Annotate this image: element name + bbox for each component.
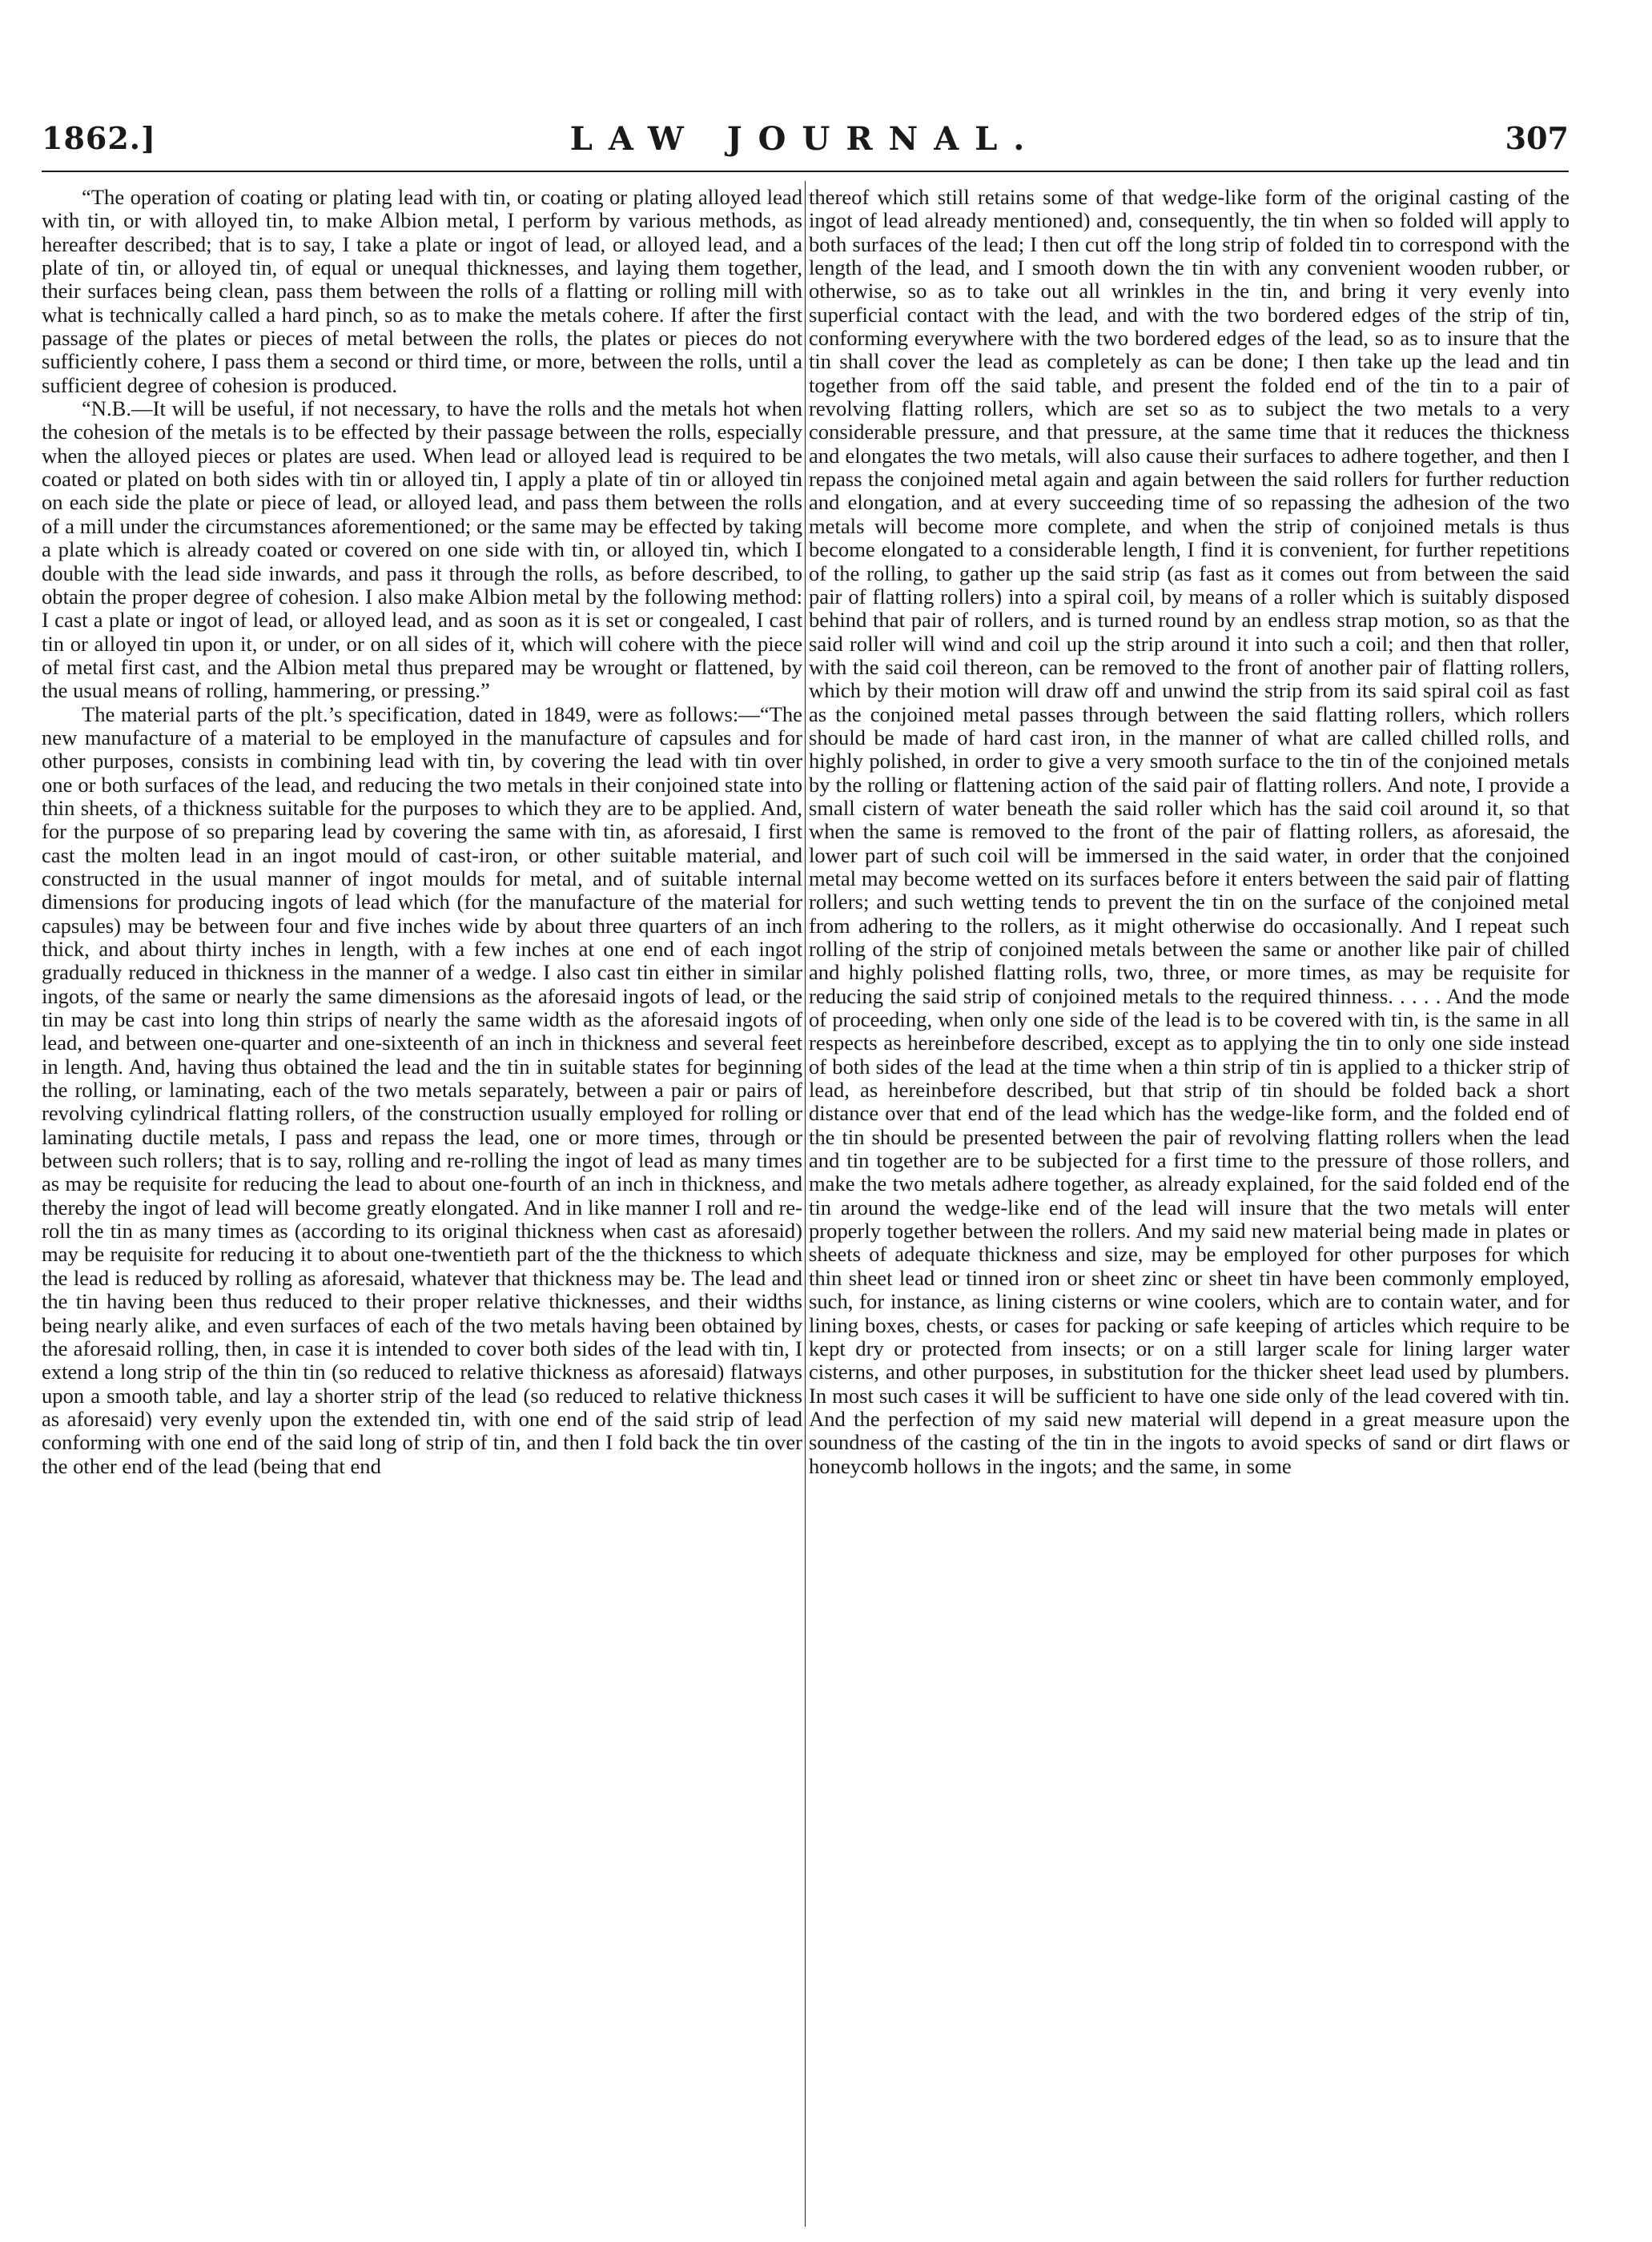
header-rule	[42, 171, 1569, 172]
paragraph: thereof which still retains some of that wedge-like form of the original casting of the ingot of lead already mentioned) and, consequently, the tin when so folded will apply to both surfaces of the lead; I then cut off the long strip of folded tin to correspond with the length of the lead, and I smooth down the tin with any convenient wooden rubber, or otherwise, so as to take out all wrinkles in the tin, and bring it very evenly into superficial contact with the lead, and with the two bordered edges of the strip of tin, conforming everywhere with the two bordered edges of the lead, so as to insure that the tin shall cover the lead as completely as can be done; I then take up the lead and tin together from off the said table, and present the folded end of the tin to a pair of revolving flatting rollers, which are set so as to subject the two metals to a very considerable pressure, and that pressure, at the same time that it reduces the thickness and elongates the two metals, will also cause their surfaces to adhere together, and then I repass the conjoined metal again and again between the said rollers for further reduction and elongation, and at every succeeding time of so repassing the adhesion of the two metals will become more complete, and when the strip of conjoined metals is thus become elongated to a considerable length, I find it is convenient, for further repetitions of the rolling, to gather up the said strip (as fast as it comes out from between the said pair of flatting rollers) into a spiral coil, by means of a roller which is suitably disposed behind that pair of rollers, and is turned round by an endless strap motion, so as that the said roller will wind and coil up the strip around it into such a coil; and then that roller, with the said coil thereon, can be removed to the front of another pair of flatting rollers, which by their motion will draw off and unwind the strip from its said spiral coil as fast as the conjoined metal passes through between the said flatting rollers, which rollers should be made of hard cast iron, in the manner of what are called chilled rolls, and highly polished, in order to give a very smooth surface to the tin of the conjoined metals by the rolling or flattening action of the said pair of flatting rollers. And note, I provide a small cistern of water beneath the said roller which has the said coil around it, so that when the same is removed to the front of the pair of flatting rollers, as aforesaid, the lower part of such coil will be immersed in the said water, in order that the conjoined metal may become wetted on its surfaces before it enters between the said pair of flatting rollers; and such wetting tends to prevent the tin on the surface of the conjoined metal from adhering to the rollers, as it might otherwise do occasionally. And I repeat such rolling of the strip of conjoined metals between the same or another like pair of chilled and highly polished flatting rolls, two, three, or more times, as may be requisite for reducing the said strip of conjoined metals to the required thinness. . . . . And the mode of proceeding, when only one side of the lead is to be covered with tin, is the same in all respects as hereinbefore described, except as to applying the tin to only one side instead of both sides of the lead at the time when a thin strip of tin is applied to a thicker strip of lead, as hereinbefore described, but that strip of tin should be folded back a short distance over that end of the lead which has the wedge-like form, and the folded end of the tin should be presented between the pair of revolving flatting rollers when the lead and tin together are to be subjected for a first time to the pressure of those rollers, and make the two metals adhere together, as already explained, for the said folded end of the tin around the wedge-like end of the lead will insure that the two metals will enter properly together between the rollers. And my said new material being made in plates or sheets of adequate thickness and size, may be employed for other purposes for which thin sheet lead or tinned iron or sheet zinc or sheet tin have been commonly employed, such, for instance, as lining cisterns or wine coolers, which are to contain water, and for lining boxes, chests, or cases for packing or safe keeping of articles which require to be kept dry or protected from insects; or on a still larger scale for lining larger water cisterns, and other purposes, in substitution for the thicker sheet lead used by plumbers. In most such cases it will be sufficient to have one side only of the lead covered with tin. And the perfection of my said new material will depend in a great measure upon the soundness of the casting of the tin in the ingots to avoid specks of sand or dirt flaws or honeycomb hollows in the ingots; and the same, in some	[809, 185, 1570, 1478]
running-title: LAW JOURNAL.	[569, 120, 1041, 158]
page-header	[42, 120, 1569, 168]
header-year: 1862.]	[42, 120, 156, 156]
paragraph: “The operation of coating or plating lead with tin, or coating or plating alloyed lead with tin, or with alloyed tin, to make Albion metal, I perform by various methods, as hereafter described; that is to say, I take a plate or ingot of lead, or alloyed lead, and a plate of tin, or alloyed tin, of equal or unequal thicknesses, and laying them together, their surfaces being clean, pass them between the rolls of a flatting or rolling mill with what is technically called a hard pinch, so as to make the metals cohere. If after the first passage of the plates or pieces of metal between the rolls, the plates or pieces do not sufficiently cohere, I pass them a second or third time, or more, between the rolls, until a sufficient degree of cohesion is produced.	[42, 185, 802, 397]
paragraph: The material parts of the plt.’s specification, dated in 1849, were as follows:—“The new manufacture of a material to be employed in the manufacture of capsules and for other purposes, consists in combining lead with tin, by covering the lead with tin over one or both surfaces of the lead, and reducing the two metals in their conjoined state into thin sheets, of a thickness suitable for the purposes to which they are to be applied. And, for the purpose of so preparing lead by covering the same with tin, as aforesaid, I first cast the molten lead in an ingot mould of cast-iron, or other suitable material, and constructed in the usual manner of ingot moulds for metal, and of suitable internal dimensions for producing ingots of lead which (for the manufacture of the material for capsules) may be between four and five inches wide by about three quarters of an inch thick, and about thirty inches in length, with a few inches at one end of each ingot gradually reduced in thickness in the manner of a wedge. I also cast tin either in similar ingots, of the same or nearly the same dimensions as the aforesaid ingots of lead, or the tin may be cast into long thin strips of nearly the same width as the aforesaid ingots of lead, and between one-quarter and one-sixteenth of an inch in thickness and several feet in length. And, having thus obtained the lead and the tin in suitable states for beginning the rolling, or laminating, each of the two metals separately, between a pair or pairs of revolving cylindrical flatting rollers, of the construction usually employed for rolling or laminating ductile metals, I pass and repass the lead, one or more times, through or between such rollers; that is to say, rolling and re-rolling the ingot of lead as many times as may be requisite for reducing the lead to about one-fourth of an inch in thickness, and thereby the ingot of lead will become greatly elongated. And in like manner I roll and re-roll the tin as many times as (according to its original thickness when cast as aforesaid) may be requisite for reducing it to about one-twentieth part of the the thickness to which the lead is reduced by rolling as aforesaid, whatever that thickness may be. The lead and the tin having been thus reduced to their proper relative thicknesses, and their widths being nearly alike, and even surfaces of each of the two metals having been obtained by the aforesaid rolling, then, in case it is intended to cover both sides of the lead with tin, I extend a long strip of the thin tin (so reduced to relative thickness as aforesaid) flatways upon a smooth table, and lay a shorter strip of the lead (so reduced to relative thickness as aforesaid) very evenly upon the extended tin, with one end of the said strip of lead conforming with one end of the said long of strip of tin, and then I fold back the tin over the other end of the lead (being that end	[42, 701, 802, 1478]
right-column	[809, 186, 1570, 1478]
paragraph: “N.B.—It will be useful, if not necessary, to have the rolls and the metals hot when the cohesion of the metals is to be effected by their passage between the rolls, especially when the alloyed pieces or plates are used. When lead or alloyed lead is required to be coated or plated on both sides with tin or alloyed tin, I apply a plate of tin or alloyed tin on each side the plate or piece of lead, or alloyed lead, and pass them between the rolls of a mill under the circumstances aforementioned; or the same may be effected by taking a plate which is already coated or covered on one side with tin, or alloyed tin, which I double with the lead side inwards, and pass it through the rolls, as before described, to obtain the proper degree of cohesion. I also make Albion metal by the following method: I cast a plate or ingot of lead, or alloyed lead, and as soon as it is set or congealed, I cast tin or alloyed tin upon it, or under, or on all sides of it, which will cohere with the piece of metal first cast, and the Albion metal thus prepared may be wrought or flattened, by the usual means of rolling, hammering, or pressing.”	[42, 396, 802, 703]
page-number: 307	[1505, 120, 1569, 156]
column-divider	[805, 181, 806, 2227]
left-column	[42, 186, 802, 1478]
